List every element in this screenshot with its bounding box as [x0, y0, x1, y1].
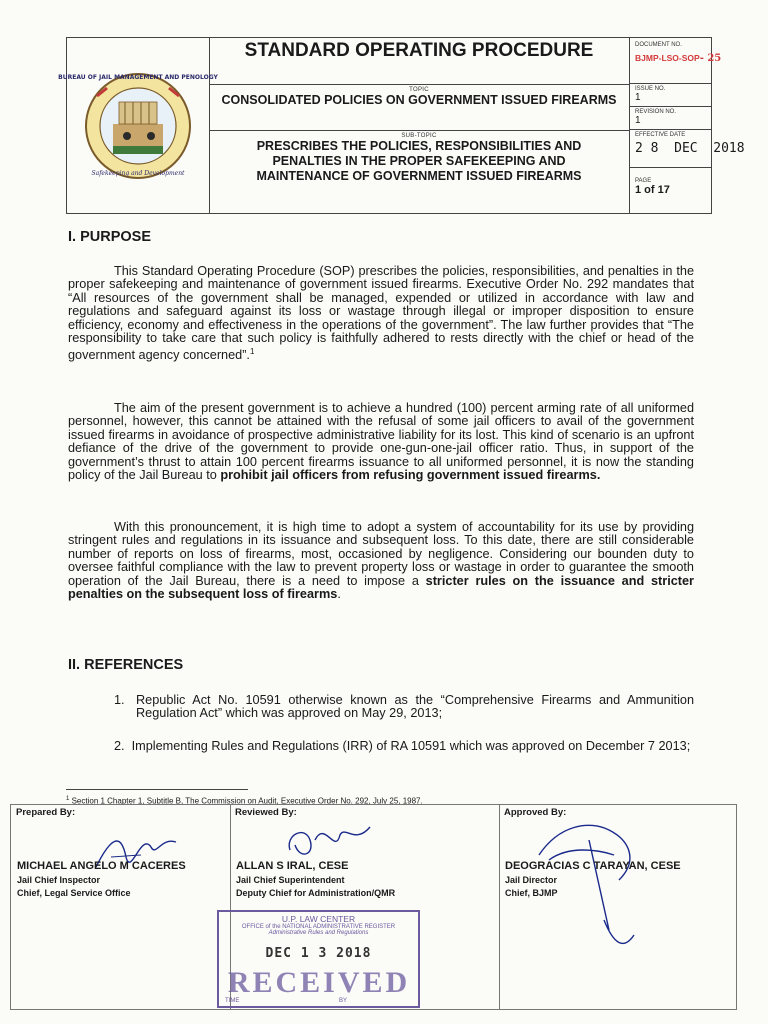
document-no-label: DOCUMENT NO.	[635, 42, 682, 48]
purpose-paragraph-1	[68, 265, 694, 363]
footnote-text: Section 1 Chapter 1, Subtitle B, The Commission on Audit, Executive Order No. 292, July 25, 1987.	[71, 796, 423, 806]
revision-no-value: 1	[635, 115, 641, 126]
footnote-mark: 1	[249, 347, 255, 357]
revision-no-label: REVISION NO.	[635, 109, 677, 115]
reference-num: 2.	[114, 739, 125, 753]
stamp-received-text: RECEIVED	[227, 966, 411, 999]
topic-label: TOPIC	[409, 87, 429, 93]
footnote-number: 1	[66, 796, 70, 802]
subtopic-label: SUB-TOPIC	[401, 133, 437, 139]
bjmp-seal-icon	[58, 38, 218, 213]
purpose-p1-text: This Standard Operating Procedure (SOP) prescribes the policies, responsibilities, and penalties in the proper safekeeping and maintenance of government issued firearms. Executive Order No. 292 mandates that “All resources of the government shall be managed, expended or utilized in accordance with law and regulations and safeguard against its loss or wastage through illegal or improper disposition to ensure efficiency, economy and effectiveness in the operations of the government”. The law further provides that “The responsibility to take care that such policy is faithfully adhered to rests directly with the chief or head of the government agency concerned”.	[68, 264, 694, 363]
reference-item	[114, 694, 694, 721]
sop-header-table	[58, 37, 745, 214]
section-references-heading: II. REFERENCES	[68, 657, 184, 673]
page-title: STANDARD OPERATING PROCEDURE	[244, 40, 594, 61]
logo-top-text: BUREAU OF JAIL MANAGEMENT AND PENOLOGY	[58, 74, 218, 81]
footnote-divider	[66, 789, 248, 790]
effective-date-label: EFFECTIVE DATE	[635, 132, 686, 138]
prepared-name: MICHAEL ANGELO M CACERES	[17, 860, 186, 872]
prepared-rank: Jail Chief Inspector	[17, 875, 101, 885]
logo-bottom-text: Safekeeping and Development	[91, 170, 185, 177]
stamp-office: U.P. LAW CENTER	[281, 914, 356, 924]
purpose-p3-end: .	[337, 587, 341, 602]
page-label: PAGE	[635, 178, 652, 184]
approved-by-cell	[499, 805, 736, 1009]
purpose-p2-bold: prohibit jail officers from refusing government issued firearms.	[220, 468, 601, 483]
approved-by-label: Approved By:	[504, 807, 567, 818]
subtopic-value: PRESCRIBES THE POLICIES, RESPONSIBILITIES AND PENALTIES IN THE PROPER SAFEKEEPING AND MAINTENANCE OF GOVERNMENT ISSUED FIREARMS	[256, 139, 582, 183]
purpose-p3-text: With this pronouncement, it is high time to adopt a system of accountability for its use by providing stringent rules and regulations in its issuance and subsequent loss. To this date, there are still considerable number of reports on loss of firearms, most, occasioned by negligence. Considering our bounden duty to oversee faithful compliance with the law to prevent property loss or wastage in order to guarantee the smooth operation of the Jail Bureau, there is a need to impose a	[68, 520, 694, 588]
prepared-position: Chief, Legal Service Office	[17, 888, 131, 898]
stamp-date: DEC 1 3 2018	[265, 946, 372, 961]
reference-text: Republic Act No. 10591 otherwise known as the “Comprehensive Firearms and Ammunition Regulation Act” which was approved on May 29, 2013;	[136, 693, 694, 721]
prepared-by-label: Prepared By:	[16, 807, 76, 818]
reviewed-position: Deputy Chief for Administration/QMR	[236, 888, 396, 898]
document-no-value: BJMP-LSO-SOP	[635, 53, 700, 63]
stamp-by-label: BY	[339, 998, 348, 1004]
reviewed-name: ALLAN S IRAL, CESE	[236, 860, 349, 872]
approved-rank: Jail Director	[505, 875, 558, 885]
purpose-paragraph-2	[68, 402, 694, 482]
page-number: 1 of 17	[635, 184, 670, 196]
issue-no-value: 1	[635, 92, 641, 103]
document-no-handwritten: - 25	[699, 53, 722, 64]
purpose-paragraph-3	[68, 521, 694, 601]
purpose-p3-bold: stricter rules on the issuance and stricter penalties on the subsequent loss of firearms	[68, 573, 694, 602]
stamp-subtitle: Administrative Rules and Regulations	[268, 930, 369, 936]
reviewed-rank: Jail Chief Superintendent	[236, 875, 345, 885]
stamp-time-label: TIME	[225, 998, 240, 1004]
reference-num: 1.	[114, 693, 125, 707]
received-stamp	[217, 910, 420, 1008]
reference-item	[68, 740, 694, 753]
reference-text: Implementing Rules and Regulations (IRR) of RA 10591 which was approved on December 7 2013;	[131, 739, 691, 753]
topic-value: CONSOLIDATED POLICIES ON GOVERNMENT ISSUED FIREARMS	[221, 93, 617, 107]
prepared-by-cell	[11, 805, 231, 1009]
purpose-p2-text: The aim of the present government is to achieve a hundred (100) percent arming rate of all uniformed personnel, however, this cannot be attained with the refusal of some jail officers to avail of the government issued firearms in avoidance of prospective administrative liability for its lost. This kind of scenario is an upfront defiance of the drive of the government to provide one-gun-one-jail officer ratio. Thus, in support of the government’s thrust to attain 100 percent firearms issuance to all uniformed personnel, it is now the standing policy of the Jail Bureau to	[68, 401, 694, 483]
reviewed-by-label: Reviewed By:	[235, 807, 297, 818]
signature-mark-reviewed	[280, 815, 380, 865]
logo-cell	[58, 38, 218, 213]
approved-name: DEOGRACIAS C TARAYAN, CESE	[505, 860, 681, 872]
section-purpose-heading: I. PURPOSE	[68, 229, 151, 245]
approved-position: Chief, BJMP	[505, 888, 558, 898]
issue-no-label: ISSUE NO.	[635, 86, 666, 92]
effective-date-value: 2 8 DEC 2018	[635, 141, 745, 156]
stamp-register: OFFICE of the NATIONAL ADMINISTRATIVE REGISTER	[241, 924, 396, 930]
signature-mark-approved	[519, 810, 669, 960]
